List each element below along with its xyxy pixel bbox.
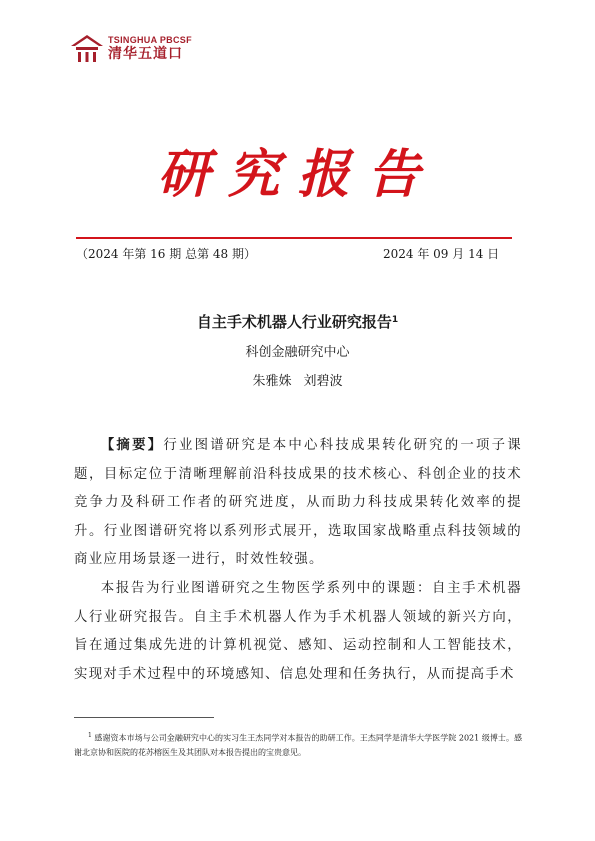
authors: [0, 373, 595, 391]
header-divider: [76, 237, 512, 239]
abstract-paragraph: [74, 432, 522, 575]
body-paragraph: 本报告为行业图谱研究之生物医学系列中的课题：自主手术机器人行业研究报告。自主手术机器人作为手术机器人领域的新兴方向，旨在通过集成先进的计算机视觉、感知、运动控制和人工智能技术，实现对手术过程中的环境感知、信息处理和任务执行，从而提高手术: [74, 580, 522, 682]
logo-emblem-icon: [70, 34, 104, 64]
report-date: 2024 年 09 月 14 日: [383, 247, 500, 261]
abstract-text: 行业图谱研究是本中心科技成果转化研究的一项子课题，目标定位于清晰理解前沿科技成果的技术核心、科创企业的技术竞争力及科研工作者的研究进度，从而助力科技成果转化效率的提升。行业图谱研究将以系列形式展开，选取国家战略重点科技领域的商业应用场景逐一进行，时效性较强。: [74, 438, 522, 568]
footnote: [74, 729, 522, 760]
organization: 科创金融研究中心: [245, 345, 350, 360]
report-banner-title: 研究报告: [157, 144, 438, 205]
author-name: 刘碧波: [303, 374, 343, 389]
report-title-text: 自主手术机器人行业研究报告: [196, 313, 392, 331]
author-name: 朱雅姝: [252, 374, 292, 389]
footnote-number: 1: [88, 732, 92, 739]
abstract-label: 【摘要】: [100, 438, 164, 453]
footnote-marker: 1: [391, 315, 399, 325]
pbcsf-logo: [70, 34, 192, 64]
logo-english-text: TSINGHUA PBCSF: [108, 35, 192, 45]
report-body: [74, 432, 522, 689]
footnote-text: 感谢资本市场与公司金融研究中心的实习生王杰同学对本报告的助研工作。王杰同学是清华大学医学院 2021 级博士。感谢北京协和医院的花苏榕医生及其团队对本报告提出的宝贵意见。: [74, 733, 522, 757]
logo-chinese-text: 清华五道口: [108, 46, 183, 62]
issue-info: （2024 年第 16 期 总第 48 期）: [76, 247, 256, 261]
footnote-divider: [74, 717, 214, 718]
report-title: [0, 312, 595, 332]
